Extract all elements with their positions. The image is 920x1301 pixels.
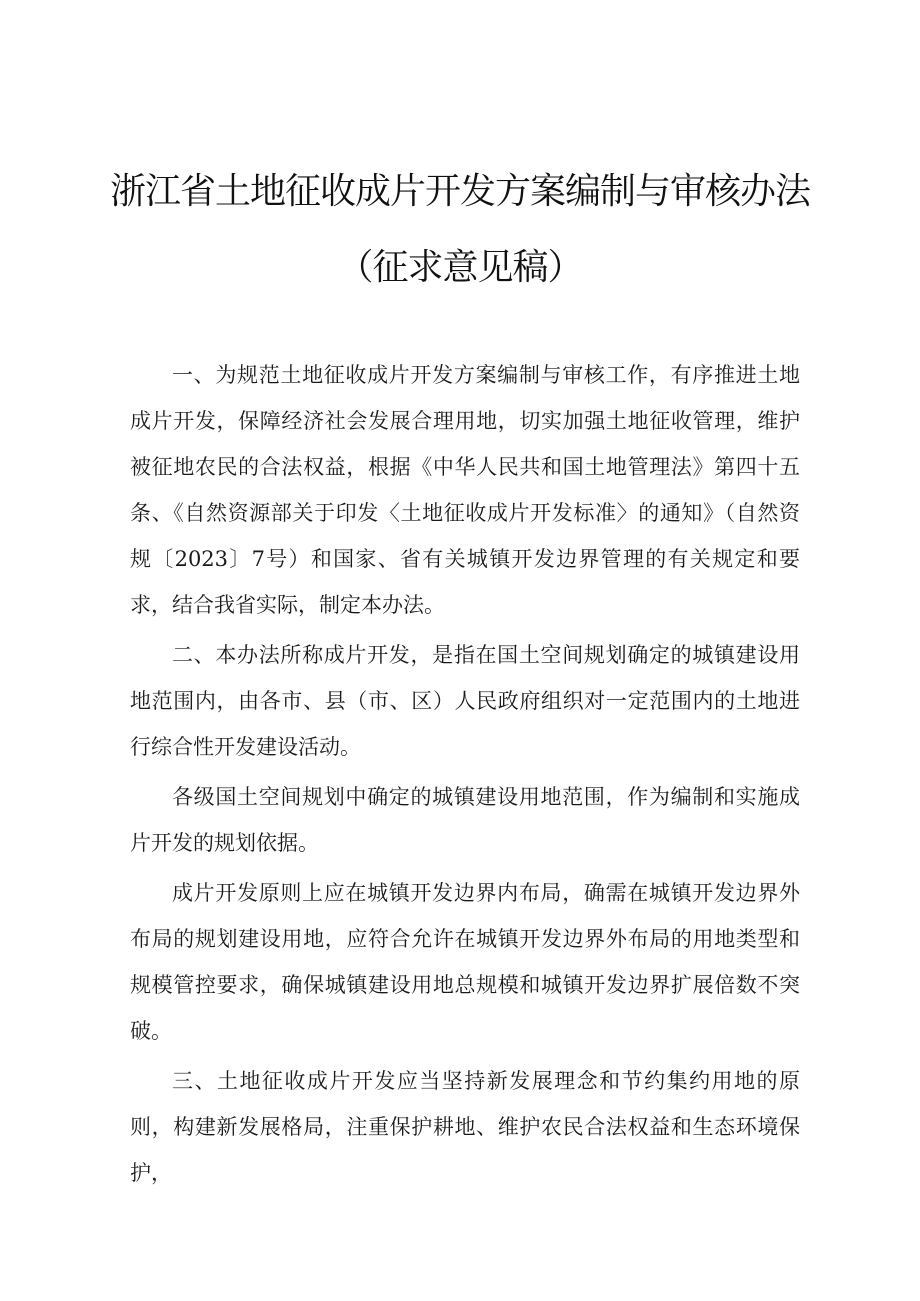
paragraph-article-1: 一、为规范土地征收成片开发方案编制与审核工作，有序推进土地成片开发，保障经济社会发展合理用地，切实加强土地征收管理，维护被征地农民的合法权益，根据《中华人民共和国土地管理法》第四十五条、《自然资源部关于印发〈土地征收成片开发标准〉的通知》（自然资规〔2023〕7号）和国家、省有关城镇开发边界管理的有关规定和要求，结合我省实际，制定本办法。	[130, 363, 800, 617]
document-subtitle: （征求意见稿）	[337, 247, 583, 288]
paragraph-planning-basis: 各级国土空间规划中确定的城镇建设用地范围，作为编制和实施成片开发的规划依据。	[130, 785, 800, 855]
paragraph-layout-principle: 成片开发原则上应在城镇开发边界内布局，确需在城镇开发边界外布局的规划建设用地，应符合允许在城镇开发边界外布局的用地类型和规模管控要求，确保城镇建设用地总规模和城镇开发边界扩展倍数不突破。	[130, 881, 800, 1043]
paragraph-article-2: 二、本办法所称成片开发，是指在国土空间规划确定的城镇建设用地范围内，由各市、县（市、区）人民政府组织对一定范围内的土地进行综合性开发建设活动。	[130, 643, 800, 759]
paragraph-article-3: 三、土地征收成片开发应当坚持新发展理念和节约集约用地的原则，构建新发展格局，注重保护耕地、维护农民合法权益和生态环境保护，	[130, 1069, 800, 1185]
document-body	[130, 352, 800, 1196]
document-title: 浙江省土地征收成片开发方案编制与审核办法	[109, 171, 810, 212]
